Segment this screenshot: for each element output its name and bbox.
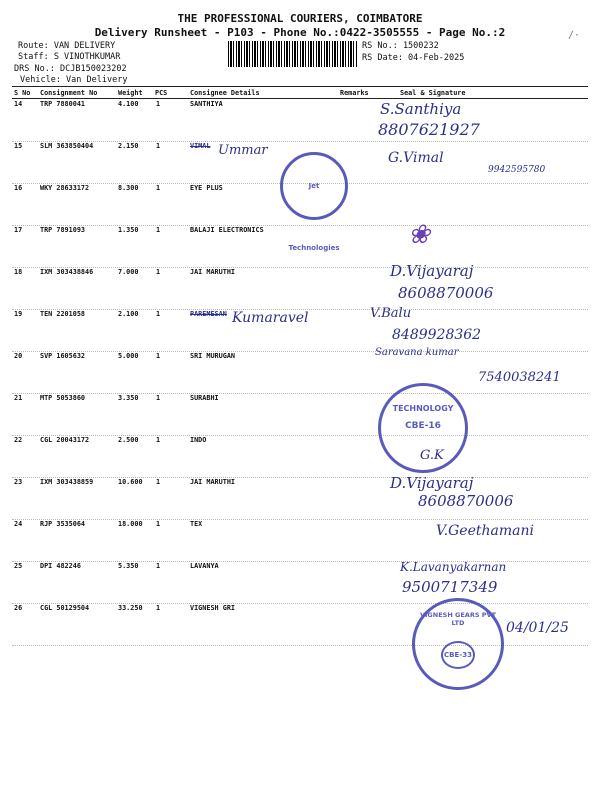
phone-row19: 8489928362 <box>392 327 482 343</box>
cell-weight: 3.350 <box>118 394 139 402</box>
phone-row18: 8608870006 <box>398 284 494 302</box>
col-seal: Seal & Signature <box>400 89 466 97</box>
cell-cno: DPI 482246 <box>40 562 81 570</box>
cell-cno: MTP 5053860 <box>40 394 86 402</box>
handwritten-name-row15: Ummar <box>218 143 268 158</box>
cell-weight: 5.350 <box>118 562 139 570</box>
signature-row25: K.Lavanyakarnan <box>400 560 507 574</box>
cell-pcs: 1 <box>156 562 161 570</box>
signature-row14: S.Santhiya <box>380 100 462 118</box>
cell-weight: 2.150 <box>118 142 139 150</box>
signature-row15: G.Vimal <box>388 150 444 166</box>
table-row <box>0 100 600 142</box>
rs-date: RS Date: 04-Feb-2025 <box>362 53 465 63</box>
cell-sno: 23 <box>14 478 23 486</box>
cell-consignee: PAREMESAN <box>190 310 227 318</box>
cell-sno: 25 <box>14 562 23 570</box>
cell-sno: 17 <box>14 226 23 234</box>
signature-row24: V.Geethamani <box>436 523 534 539</box>
table-row <box>0 436 600 478</box>
cell-weight: 1.350 <box>118 226 139 234</box>
cell-weight: 2.500 <box>118 436 139 444</box>
cell-pcs: 1 <box>156 226 161 234</box>
document-title: THE PROFESSIONAL COURIERS, COIMBATORE <box>177 12 423 25</box>
barcode <box>228 41 358 67</box>
cell-pcs: 1 <box>156 100 161 108</box>
cell-weight: 2.100 <box>118 310 139 318</box>
col-pcs: PCS <box>155 89 168 97</box>
vehicle-label: Vehicle: Van Delivery <box>20 75 128 85</box>
cell-weight: 8.300 <box>118 184 139 192</box>
cell-sno: 22 <box>14 436 23 444</box>
cell-sno: 26 <box>14 604 23 612</box>
cell-pcs: 1 <box>156 268 161 276</box>
drs-number: DRS No.: DCJB150023202 <box>14 64 127 74</box>
cell-weight: 5.000 <box>118 352 139 360</box>
cell-consignee: TEX <box>190 520 203 528</box>
col-consignment: Consignment No <box>40 89 98 97</box>
cell-cno: WKY 28633172 <box>40 184 90 192</box>
cell-pcs: 1 <box>156 604 161 612</box>
stamp-row26-outer: VIGNESH GEARS PVT LTD <box>419 611 497 627</box>
cell-consignee: INDO <box>190 436 207 444</box>
cell-sno: 24 <box>14 520 23 528</box>
cell-consignee: SANTHIYA <box>190 100 223 108</box>
cell-pcs: 1 <box>156 436 161 444</box>
cell-consignee: BALAJI ELECTRONICS <box>190 226 264 234</box>
table-row <box>0 394 600 436</box>
phone-row23: 8608870006 <box>418 492 514 510</box>
cell-pcs: 1 <box>156 478 161 486</box>
stamp-row26-mid: CBE-33 <box>441 641 475 669</box>
cell-pcs: 1 <box>156 184 161 192</box>
cell-cno: TRP 7891093 <box>40 226 86 234</box>
phone-row14: 8807621927 <box>378 120 480 139</box>
handwritten-name-row19: Kumaravel <box>232 310 309 326</box>
cell-sno: 21 <box>14 394 23 402</box>
phone-row20: 7540038241 <box>478 370 561 385</box>
phone-row25: 9500717349 <box>402 578 498 596</box>
cell-sno: 20 <box>14 352 23 360</box>
col-consignee: Consignee Details <box>190 89 260 97</box>
header-rule-top <box>12 86 588 87</box>
phone-row15: 9942595780 <box>488 165 546 175</box>
route-label: Route: VAN DELIVERY <box>18 41 116 51</box>
cell-sno: 18 <box>14 268 23 276</box>
corner-scribble-icon: ∕· <box>567 30 580 41</box>
cell-pcs: 1 <box>156 310 161 318</box>
cell-sno: 15 <box>14 142 23 150</box>
cell-weight: 18.000 <box>118 520 143 528</box>
cell-cno: CGL 20043172 <box>40 436 90 444</box>
stamp-row16: Jet Technologies <box>280 152 348 220</box>
cell-consignee: JAI MARUTHI <box>190 478 236 486</box>
cell-pcs: 1 <box>156 394 161 402</box>
cell-consignee: VIGNESH GRI <box>190 604 236 612</box>
cell-cno: TRP 7880041 <box>40 100 86 108</box>
cell-cno: IXM 303438859 <box>40 478 94 486</box>
date-row26: 04/01/25 <box>506 620 569 636</box>
stamp-row21-top: TECHNOLOGY <box>392 404 454 413</box>
cell-cno: TEN 2201058 <box>40 310 86 318</box>
col-sno: S No <box>14 89 31 97</box>
signature-row18: D.Vijayaraj <box>390 262 474 280</box>
signature-row20: Saravana kumar <box>375 347 459 358</box>
cell-consignee: LAVANYA <box>190 562 219 570</box>
cell-consignee: EYE PLUS <box>190 184 223 192</box>
cell-cno: SVP 1605632 <box>40 352 86 360</box>
document-subtitle: Delivery Runsheet - P103 - Phone No.:0422-3505555 - Page No.:2 <box>94 26 506 39</box>
cell-pcs: 1 <box>156 520 161 528</box>
col-remarks: Remarks <box>340 89 369 97</box>
cell-cno: SLM 363850404 <box>40 142 94 150</box>
col-weight: Weight <box>118 89 143 97</box>
cell-pcs: 1 <box>156 142 161 150</box>
cell-cno: IXM 303438846 <box>40 268 94 276</box>
cell-cno: CGL 50129504 <box>40 604 90 612</box>
rs-number: RS No.: 1500232 <box>362 41 439 51</box>
stamp-row26 <box>412 598 504 690</box>
cell-consignee: SURABHI <box>190 394 219 402</box>
cell-consignee: VIMAL <box>190 142 211 150</box>
staff-label: Staff: S VINOTHKUMAR <box>18 52 121 62</box>
header-rule-bottom <box>12 98 588 99</box>
signature-row17-icon: ❀ <box>408 220 430 250</box>
stamp-row21-mid: CBE-16 <box>405 421 441 431</box>
cell-weight: 4.100 <box>118 100 139 108</box>
cell-weight: 7.000 <box>118 268 139 276</box>
cell-weight: 33.250 <box>118 604 143 612</box>
cell-cno: RJP 3535064 <box>40 520 86 528</box>
signature-row23: D.Vijayaraj <box>390 474 474 492</box>
cell-sno: 19 <box>14 310 23 318</box>
cell-pcs: 1 <box>156 352 161 360</box>
cell-sno: 14 <box>14 100 23 108</box>
table-row <box>0 562 600 604</box>
signature-row19: V.Balu <box>370 306 412 321</box>
cell-consignee: JAI MARUTHI <box>190 268 236 276</box>
cell-weight: 10.600 <box>118 478 143 486</box>
cell-consignee: SRI MURUGAN <box>190 352 236 360</box>
signature-row22: G.K <box>420 448 444 463</box>
cell-sno: 16 <box>14 184 23 192</box>
